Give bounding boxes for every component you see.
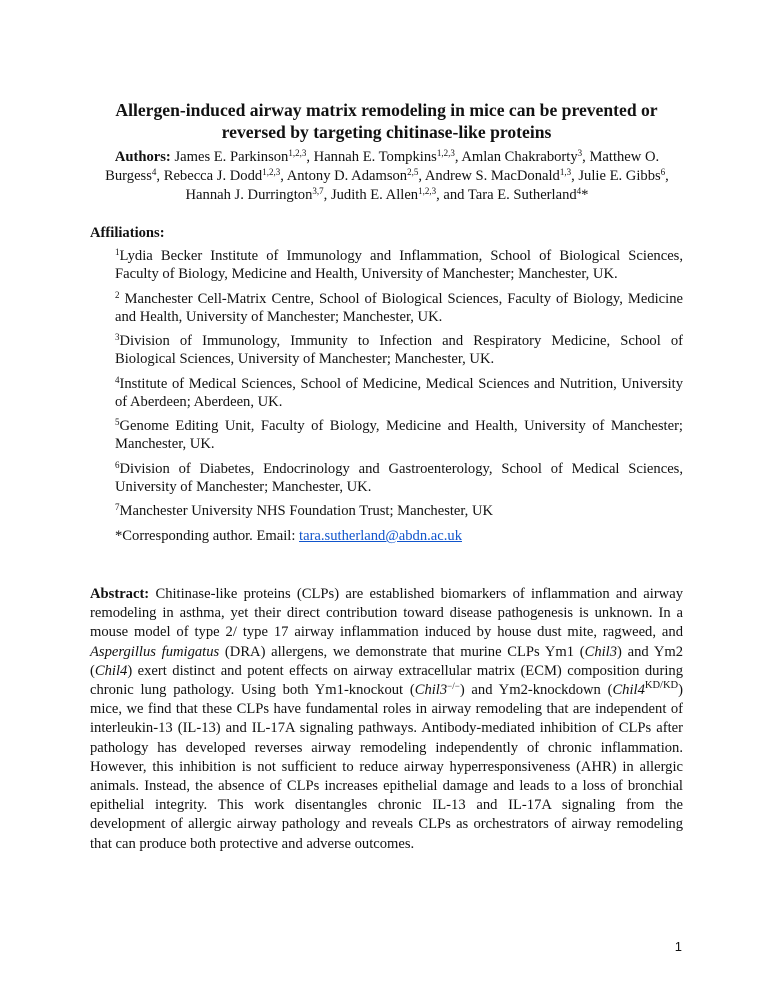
author-2: Amlan Chakraborty$^3$, xyxy=(461,148,590,165)
author-5: Antony D. Adamson$^{2,5}$, xyxy=(286,167,425,184)
corresponding-author: *Corresponding author. Email: tara.sutherland@abdn.ac.uk xyxy=(115,528,462,544)
author-7: Julie E. Gibbs$^6$, xyxy=(578,167,669,184)
abstract: Abstract: Chitinase-like proteins (CLPs) are established biomarkers of inflammation and airway remodeling in asthma, yet their direct contribution toward disease pathogenesis is unknown. In a mouse model of type 2/ type 17 airway inflammation induced by house dust mite, ragweed, and Aspergillus fumigatus (DRA) allergens, we demonstrate that murine CLPs Ym1 (Chil3) and Ym2 (Chil4) exert distinct and potent effects on airway extracellular matrix (ECM) composition during chronic lung pathology. Using both Ym1-knockout (Chil3−/−) and Ym2-knockdown $(Chil4^{KD/KD})$ mice, we find that these CLPs have fundamental roles in airway remodeling that are independent of interleukin-13 (IL-13) and IL-17A signaling pathways. Antibody-mediated inhibition of CLPs after pathology has developed reverses airway remodeling independently of chronic inflammation. However, this inhibition is not sufficient to reduce airway hyperresponsiveness (AHR) in allergic animals. Instead, the absence of CLPs increases epithelial damage and leads to a loss of bronchial epithelial integrity. This work disentangles chronic IL-13 and IL-17A signaling from the development of allergic airway pathology and reveals CLPs as orchestrators of airway remodeling that can produce both protective and adverse outcomes. xyxy=(90,586,684,852)
affiliation-6: $^6$Division of Diabetes, Endocrinology and Gastroenterology, School of Medical Sciences, University of Manchester; Manchester, UK. xyxy=(115,460,683,495)
author-list xyxy=(104,148,670,205)
affiliation-4: $^4$Institute of Medical Sciences, School of Medicine, Medical Sciences and Nutrition, University of Aberdeen; Aberdeen, UK. xyxy=(115,375,683,410)
author-6: Andrew S. MacDonald$^{1,3}$, xyxy=(424,167,579,184)
authors-label: Authors: xyxy=(114,149,171,165)
author-4: Rebecca J. Dodd$^{1,2,3}$, xyxy=(163,167,287,184)
affiliation-2: $^2$ Manchester Cell-Matrix Centre, School of Biological Sciences, Faculty of Biology, Medicine and Health, University of Manchester; Manchester, UK. xyxy=(115,290,683,325)
affiliation-7: $^7$Manchester University NHS Foundation Trust; Manchester, UK xyxy=(115,502,494,519)
author-10: Tara E. Sutherland$^4$* xyxy=(467,186,589,203)
affiliations-heading: Affiliations: xyxy=(90,225,165,241)
affiliation-3: $^3$Division of Immunology, Immunity to Infection and Respiratory Medicine, School of Biological Sciences, University of Manchester; Manchester, UK. xyxy=(115,332,683,367)
corresponding-email-link[interactable]: tara.sutherland@abdn.ac.uk xyxy=(299,528,462,544)
author-1: Hannah E. Tompkins$^{1,2,3}$, xyxy=(313,148,462,165)
author-0: James E. Parkinson$^{1,2,3}$, xyxy=(174,148,314,165)
paper-title: Allergen-induced airway matrix remodeling in mice can be prevented or reversed by targeting chitinase-like proteins xyxy=(115,100,658,142)
author-8: Hannah J. Durrington$^{3,7}$, xyxy=(185,186,331,203)
affiliation-1: $^1$Lydia Becker Institute of Immunology and Inflammation, School of Biological Sciences, Faculty of Biology, Medicine and Health, University of Manchester; Manchester, UK. xyxy=(115,247,683,282)
author-9: Judith E. Allen$^{1,2,3}$, and xyxy=(330,186,468,203)
page-number: 1 xyxy=(674,939,682,954)
affiliation-5: $^5$Genome Editing Unit, Faculty of Biology, Medicine and Health, University of Manchester; Manchester, UK. xyxy=(115,417,683,452)
abstract-label: Abstract: xyxy=(90,586,150,602)
author-3: Matthew O. Burgess$^4$, xyxy=(105,149,660,184)
